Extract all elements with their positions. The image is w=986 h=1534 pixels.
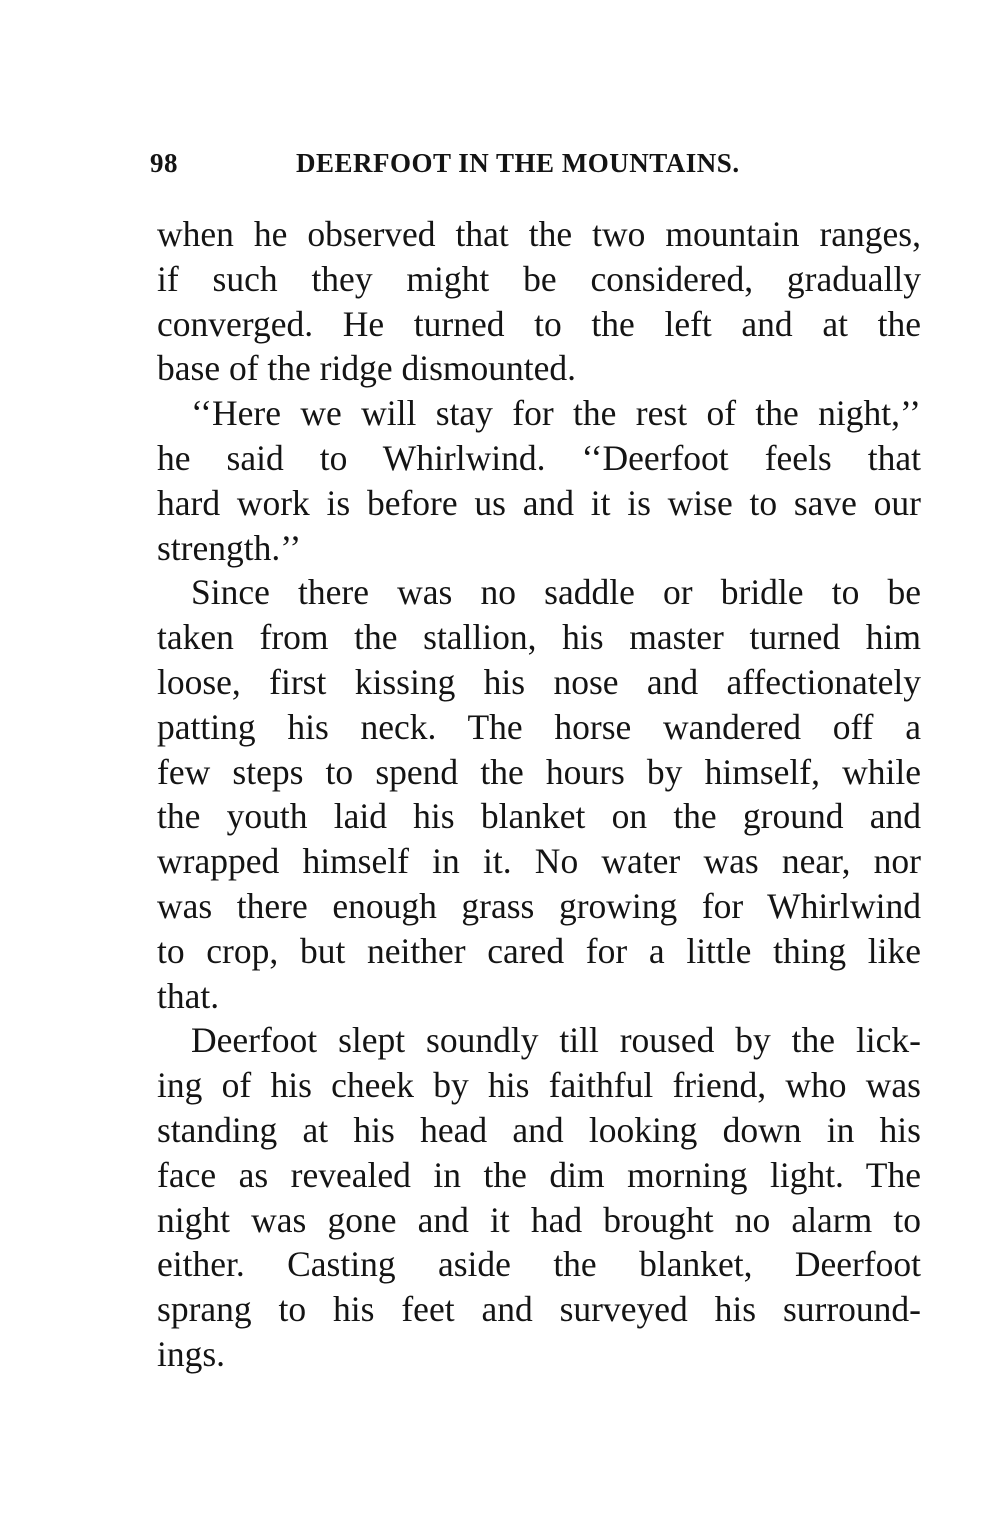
text-line: ‘‘Here we will stay for the rest of the night,’’ [191, 393, 921, 434]
text-line: night was gone and it had brought no alarm to [157, 1199, 921, 1240]
text-line: Deerfoot slept soundly till roused by the lick- [191, 1020, 921, 1061]
text-line: when he observed that the two mountain ranges, [157, 214, 921, 254]
paragraph [157, 570, 921, 1018]
text-line: standing at his head and looking down in his [157, 1109, 921, 1150]
text-line: ing of his cheek by his faithful friend, who was [157, 1065, 921, 1106]
text-line: base of the ridge dismounted. [157, 348, 576, 389]
paragraph [157, 1018, 921, 1376]
text-line: strength.’’ [157, 527, 302, 568]
text-line: that. [157, 975, 220, 1016]
text-line: was there enough grass growing for Whirlwind [157, 885, 921, 926]
text-line: if such they might be considered, gradually [157, 258, 921, 299]
text-line: ings. [157, 1333, 226, 1374]
text-line: loose, first kissing his nose and affectionately [157, 661, 921, 702]
text-line: wrapped himself in it. No water was near, nor [157, 841, 921, 882]
text-line: he said to Whirlwind. ‘‘Deerfoot feels that [157, 437, 921, 478]
paragraph [157, 391, 921, 570]
text-line: patting his neck. The horse wandered off a [157, 706, 921, 747]
text-line: sprang to his feet and surveyed his surround- [157, 1289, 921, 1330]
text-line: taken from the stallion, his master turned him [157, 617, 921, 658]
text-line: to crop, but neither cared for a little thing like [157, 930, 921, 971]
body-text [157, 212, 921, 1377]
text-line: the youth laid his blanket on the ground and [157, 796, 921, 837]
text-line: face as revealed in the dim morning light. The [157, 1154, 921, 1195]
running-head [150, 148, 822, 188]
paragraph [157, 212, 921, 391]
text-line: converged. He turned to the left and at the [157, 303, 921, 344]
page-number: 98 [150, 148, 178, 178]
text-line: Since there was no saddle or bridle to be [191, 572, 921, 613]
text-line: few steps to spend the hours by himself, while [157, 751, 921, 792]
text-line: hard work is before us and it is wise to save our [157, 482, 921, 523]
text-line: either. Casting aside the blanket, Deerfoot [157, 1244, 921, 1285]
running-title: DEERFOOT IN THE MOUNTAINS. [296, 148, 740, 178]
